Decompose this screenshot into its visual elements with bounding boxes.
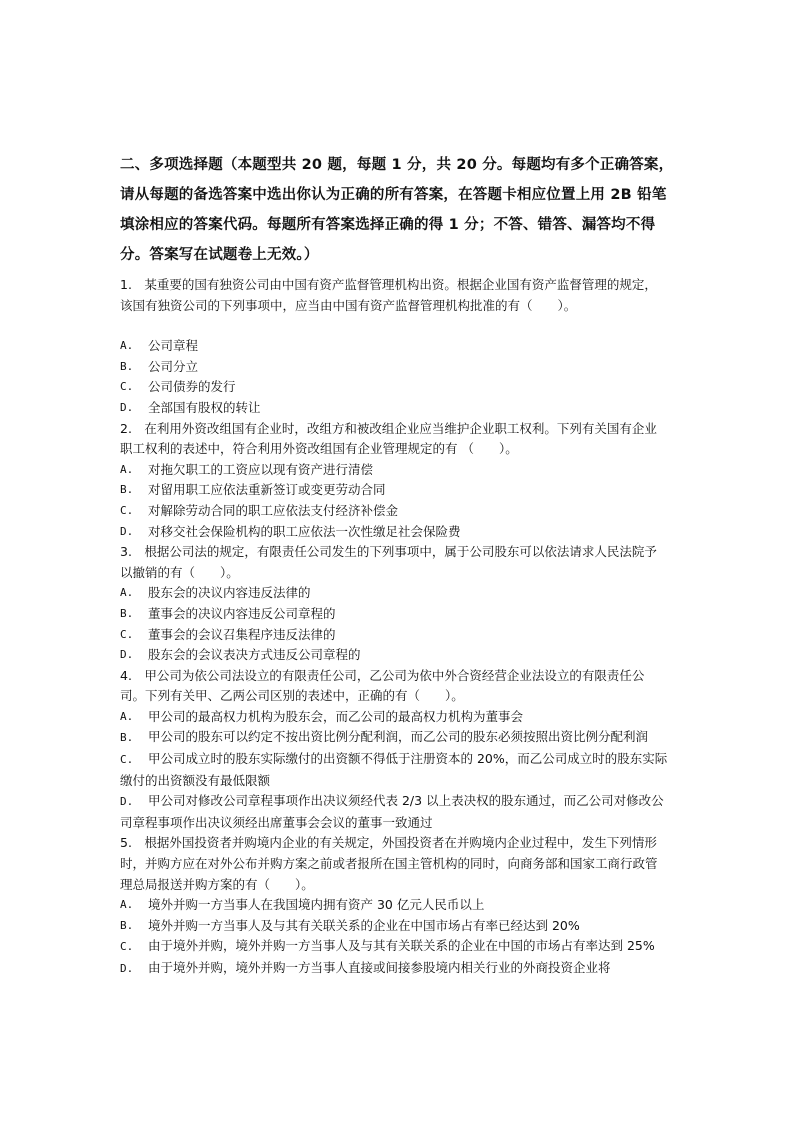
option-c (120, 936, 668, 958)
option-text: 公司章程 (148, 338, 199, 354)
option-c (120, 377, 668, 398)
option-letter: C. (120, 503, 134, 517)
option-d (120, 522, 668, 543)
option-d (120, 398, 668, 419)
option-letter: B. (120, 918, 134, 932)
option-text: 甲公司成立时的股东实际缴付的出资额不得低于注册资本的 20%，而乙公司成立时的股东实际缴付的出资额没有最低限额 (120, 751, 668, 788)
option-text: 甲公司的最高权力机构为股东会，而乙公司的最高权力机构为董事会 (148, 708, 524, 724)
option-d (120, 791, 668, 833)
questions-body (120, 275, 668, 980)
option-text: 对拖欠职工的工资应以现有资产进行清偿 (148, 461, 374, 477)
option-letter: D. (120, 400, 134, 414)
option-letter: A. (120, 898, 134, 912)
question-stem: 2. 在利用外资改组国有企业时，改组方和被改组企业应当维护企业职工权利。下列有关国有企业职工权利的表述中，符合利用外资改组国有企业管理规定的有 （ ）。 (120, 420, 657, 457)
option-text: 甲公司的股东可以约定不按出资比例分配利润，而乙公司的股东必须按照出资比例分配利润 (148, 729, 649, 745)
option-b (120, 727, 668, 749)
option-c (120, 501, 668, 522)
option-b (120, 357, 668, 378)
option-a (120, 895, 668, 916)
option-letter: C. (120, 940, 134, 954)
option-text: 公司分立 (148, 358, 199, 374)
option-c (120, 625, 668, 646)
option-c (120, 749, 668, 791)
option-d (120, 958, 668, 980)
question-2 (120, 419, 668, 543)
option-text: 全部国有股权的转让 (148, 399, 261, 415)
option-a (120, 336, 668, 357)
option-letter: D. (120, 648, 134, 662)
question-4 (120, 666, 668, 834)
option-text: 董事会的决议内容违反公司章程的 (148, 605, 336, 621)
question-stem: 4. 甲公司为依公司法设立的有限责任公司，乙公司为依中外合资经营企业法设立的有限责任公司。下列有关甲、乙两公司区别的表述中，正确的有（ ）。 (120, 667, 645, 704)
section-heading: 二、多项选择题（本题型共 20 题，每题 1 分，共 20 分。每题均有多个正确答案，请从每题的备选答案中选出你认为正确的所有答案，在答题卡相应位置上用 2B 铅笔填涂相应的答案代码。每题所有答案选择正确的得 1 分；不答、错答、漏答均不得分。答案写在试题卷上无效。） (120, 157, 674, 263)
question-3 (120, 542, 668, 666)
option-b (120, 604, 668, 625)
option-letter: D. (120, 962, 134, 975)
option-b (120, 916, 668, 937)
option-b (120, 480, 668, 501)
option-text: 境外并购一方当事人及与其有关联关系的企业在中国市场占有率已经达到 20% (148, 917, 580, 933)
option-letter: A. (120, 586, 134, 600)
option-text: 股东会的会议表决方式违反公司章程的 (148, 647, 361, 663)
option-letter: C. (120, 380, 134, 394)
option-letter: C. (120, 627, 134, 641)
option-text: 甲公司对修改公司章程事项作出决议须经代表 2/3 以上表决权的股东通过，而乙公司对修改公司章程事项作出决议须经出席董事会会议的董事一致通过 (120, 793, 664, 830)
option-text: 对解除劳动合同的职工应依法支付经济补偿金 (148, 502, 399, 518)
option-letter: C. (120, 753, 134, 767)
option-text: 对留用职工应依法重新签订或变更劳动合同 (148, 482, 386, 498)
option-a (120, 460, 668, 481)
option-letter: A. (120, 462, 134, 476)
option-letter: B. (120, 731, 134, 745)
option-letter: D. (120, 524, 134, 538)
option-letter: B. (120, 359, 134, 373)
question-5 (120, 833, 668, 979)
option-letter: B. (120, 483, 134, 497)
option-text: 公司债券的发行 (148, 379, 236, 395)
question-stem: 5. 根据外国投资者并购境内企业的有关规定，外国投资者在并购境内企业过程中，发生下列情形时，并购方应在对外公布并购方案之前或者报所在国主管机构的同时，向商务部和国家工商行政管理总局报送并购方案的有（ ）。 (120, 835, 658, 892)
option-letter: A. (120, 339, 134, 353)
option-text: 由于境外并购，境外并购一方当事人及与其有关联关系的企业在中国的市场占有率达到 25% (148, 938, 655, 954)
option-d (120, 645, 668, 666)
question-1 (120, 275, 668, 419)
option-text: 董事会的会议召集程序违反法律的 (148, 626, 336, 642)
question-stem: 3. 根据公司法的规定，有限责任公司发生的下列事项中，属于公司股东可以依法请求人民法院予以撤销的有（ ）。 (120, 544, 657, 580)
question-stem: 1. 某重要的国有独资公司由中国有资产监督管理机构出资。根据企业国有资产监督管理的规定，该国有独资公司的下列事项中，应当由中国有资产监督管理机构批准的有（ ）。 (120, 277, 657, 313)
option-text: 境外并购一方当事人在我国境内拥有资产 30 亿元人民币以上 (148, 897, 485, 913)
option-letter: A. (120, 709, 134, 723)
option-text: 对移交社会保险机构的职工应依法一次性缴足社会保险费 (148, 523, 461, 539)
option-a (120, 583, 668, 604)
option-text: 股东会的决议内容违反法律的 (148, 585, 311, 601)
option-a (120, 707, 668, 728)
option-text: 由于境外并购，境外并购一方当事人直接或间接参股境内相关行业的外商投资企业将 (148, 960, 611, 975)
option-letter: B. (120, 606, 134, 620)
option-letter: D. (120, 795, 134, 809)
